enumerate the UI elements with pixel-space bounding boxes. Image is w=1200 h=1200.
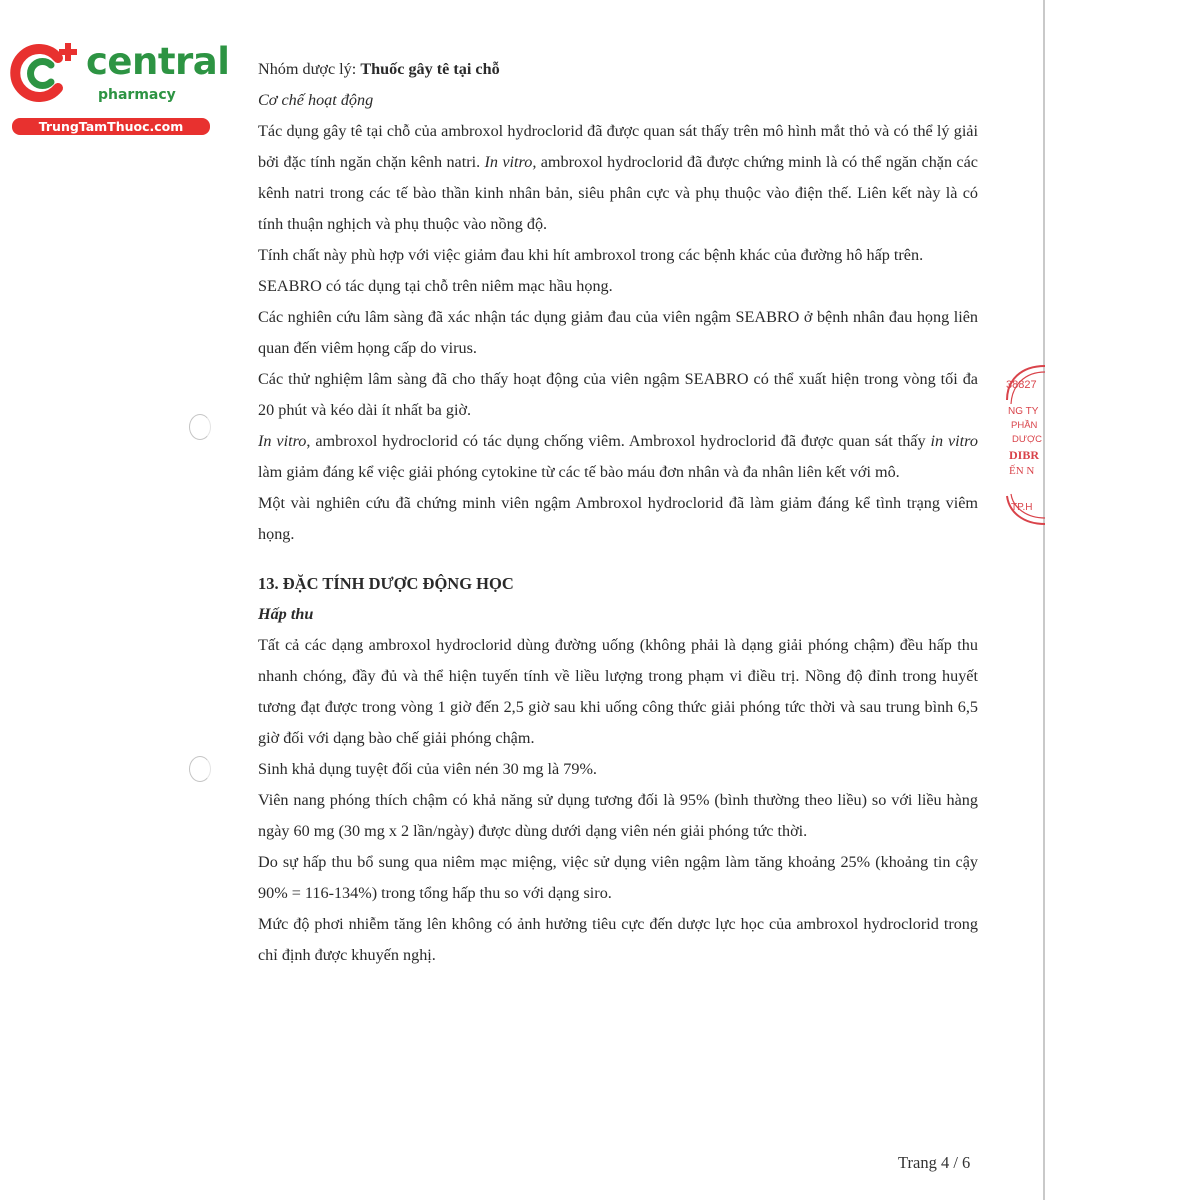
group-label: Nhóm dược lý:	[258, 60, 361, 78]
text-run: , ambroxol hydroclorid có tác dụng chống viêm. Ambroxol hydroclorid đã được quan sát thấy	[306, 432, 931, 450]
stamp-text-6: ẾN N	[1009, 465, 1035, 477]
text-run: làm giảm đáng kể việc giải phóng cytokine từ các tế bào máu đơn nhân và đa nhân liên kết với mô.	[258, 463, 900, 481]
stamp-text-3: PHẦN	[1011, 420, 1038, 431]
logo-c-cross-icon	[10, 38, 82, 106]
text-run-italic: In vitro,	[484, 153, 537, 171]
absorption-heading: Hấp thu	[258, 605, 314, 623]
paragraph	[258, 116, 978, 240]
pharmacologic-group	[258, 54, 978, 85]
paragraph: Viên nang phóng thích chậm có khả năng sử dụng tương đối là 95% (bình thường theo liều) so với liều hàng ngày 60 mg (30 mg x 2 lần/ngày) được dùng dưới dạng viên nén giải phóng tức thời.	[258, 791, 978, 840]
paragraph	[258, 426, 978, 488]
paragraph: Tính chất này phù hợp với việc giảm đau khi hít ambroxol trong các bệnh khác của đường hô hấp trên.	[258, 246, 924, 264]
company-stamp	[1003, 360, 1045, 530]
text-run-italic: in vitro	[930, 432, 978, 450]
mechanism-heading: Cơ chế hoạt động	[258, 91, 374, 109]
paragraph: Các nghiên cứu lâm sàng đã xác nhận tác dụng giảm đau của viên ngậm SEABRO ở bệnh nhân đau họng liên quan đến viêm họng cấp do virus.	[258, 308, 978, 357]
paragraph: Tất cả các dạng ambroxol hydroclorid dùng đường uống (không phải là dạng giải phóng chậm) đều hấp thu nhanh chóng, đầy đủ và thể hiện tuyến tính về liều lượng trong phạm vi điều trị. Nồng độ đỉnh trong huyết tương đạt được trong vòng 1 giờ đến 2,5 giờ sau khi uống công thức giải phóng tức thời và sau trung bình 6,5 giờ đối với dạng bào chế giải phóng chậm.	[258, 636, 978, 747]
paragraph: Sinh khả dụng tuyệt đối của viên nén 30 mg là 79%.	[258, 760, 597, 778]
stamp-text-5: DIBR	[1009, 448, 1040, 462]
text-run: ambroxol hydroclorid đã được chứng minh là có thể ngăn chặn các kênh natri trong các tế bào thần kinh nhân bản, siêu phân cực và phụ thuộc vào điện thế. Liên kết này là có tính thuận nghịch và phụ thuộc vào nồng độ.	[258, 153, 978, 233]
group-value: Thuốc gây tê tại chỗ	[360, 60, 500, 78]
punch-hole	[189, 756, 211, 782]
section-13-title: 13. ĐẶC TÍNH DƯỢC ĐỘNG HỌC	[258, 574, 514, 593]
logo-subtitle: pharmacy	[98, 87, 176, 103]
text-run: Tác dụng gây tê tại chỗ của ambroxol hydroclorid đã được quan sát thấy trên mô hình mắt thỏ và có thể lý giải bởi đặc tính ngăn chặn kênh natri.	[258, 122, 978, 171]
paragraph: Các thử nghiệm lâm sàng đã cho thấy hoạt động của viên ngậm SEABRO có thể xuất hiện trong vòng tối đa 20 phút và kéo dài ít nhất ba giờ.	[258, 370, 978, 419]
stamp-graphic	[1003, 360, 1045, 530]
logo-url: TrungTamThuoc.com	[12, 118, 210, 135]
paragraph: SEABRO có tác dụng tại chỗ trên niêm mạc hầu họng.	[258, 277, 613, 295]
document-body	[258, 54, 978, 971]
logo-brand: central	[86, 40, 230, 83]
stamp-text-2: NG TY	[1008, 406, 1039, 417]
text-run-italic: In vitro	[258, 432, 307, 450]
page-margin	[1045, 0, 1200, 1200]
central-pharmacy-logo	[10, 38, 230, 136]
stamp-text-7: TP.H	[1011, 502, 1033, 513]
punch-hole	[189, 414, 211, 440]
stamp-text-4: DƯỢC	[1012, 434, 1042, 445]
paragraph: Mức độ phơi nhiễm tăng lên không có ảnh hưởng tiêu cực đến dược lực học của ambroxol hydroclorid trong chỉ định được khuyến nghị.	[258, 915, 978, 964]
stamp-text-1: 38827	[1006, 379, 1037, 391]
spacer	[258, 550, 978, 568]
logo-main	[10, 38, 230, 106]
paragraph: Một vài nghiên cứu đã chứng minh viên ngậm Ambroxol hydroclorid đã làm giảm đáng kể tình trạng viêm họng.	[258, 494, 978, 543]
page-number: Trang 4 / 6	[898, 1153, 971, 1172]
paragraph: Do sự hấp thu bổ sung qua niêm mạc miệng, việc sử dụng viên ngậm làm tăng khoảng 25% (khoảng tin cậy 90% = 116-134%) trong tổng hấp thu so với dạng siro.	[258, 853, 978, 902]
